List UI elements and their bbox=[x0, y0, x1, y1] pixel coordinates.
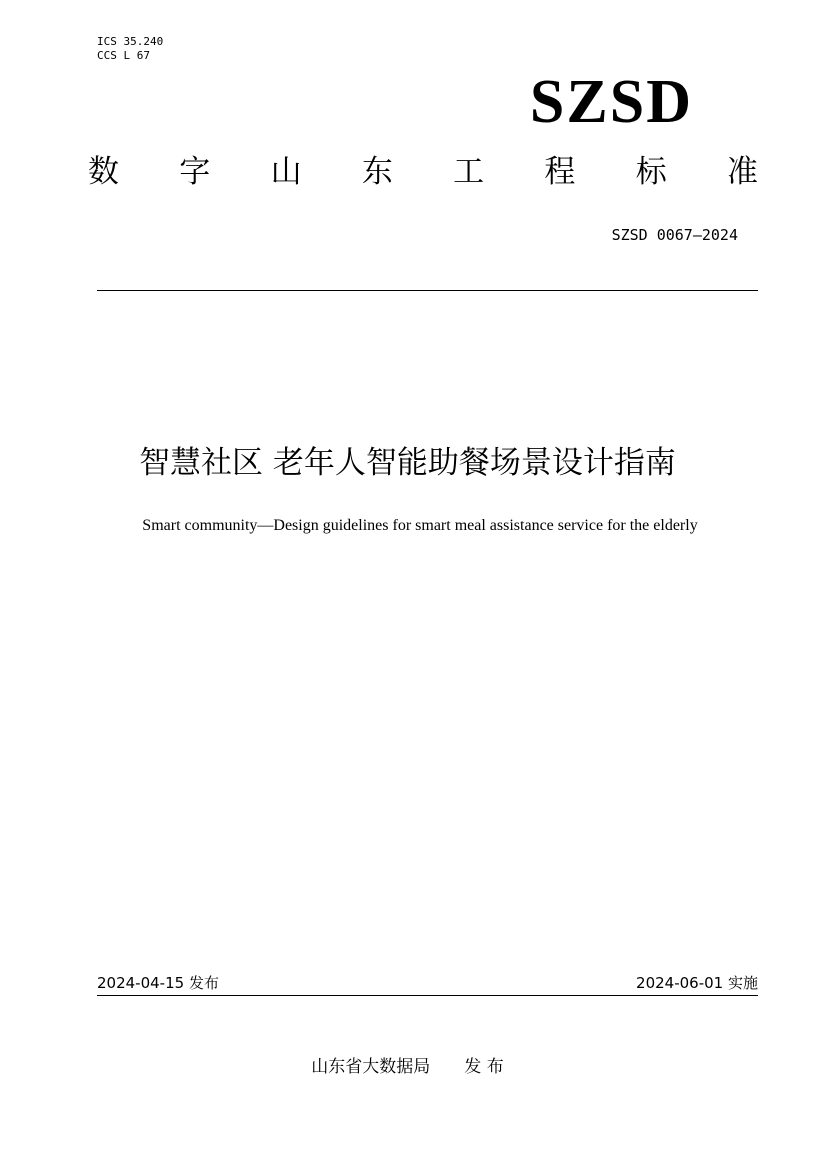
ccs-code: CCS L 67 bbox=[97, 49, 150, 62]
publisher-name: 山东省大数据局 bbox=[311, 1057, 431, 1077]
classification-codes bbox=[97, 35, 163, 63]
standard-series-title bbox=[88, 152, 758, 192]
series-char: 数 bbox=[88, 154, 119, 190]
top-divider bbox=[97, 290, 758, 291]
series-char: 工 bbox=[453, 154, 485, 190]
title-english: Smart community—Design guidelines for smart meal assistance service for the elderly bbox=[142, 517, 698, 534]
series-char: 字 bbox=[179, 154, 211, 190]
szsd-logo: SZSD bbox=[529, 68, 693, 136]
implement-date: 2024-06-01 实施 bbox=[636, 974, 758, 992]
title-chinese: 智慧社区 老年人智能助餐场景设计指南 bbox=[139, 445, 676, 481]
series-char: 东 bbox=[361, 154, 393, 190]
series-char: 标 bbox=[635, 154, 667, 190]
ics-code: ICS 35.240 bbox=[97, 35, 164, 48]
issue-date: 2024-04-15 发布 bbox=[97, 974, 219, 992]
series-char: 准 bbox=[726, 154, 758, 190]
publish-action: 发 布 bbox=[464, 1057, 504, 1077]
bottom-divider bbox=[97, 995, 758, 996]
series-char: 程 bbox=[544, 154, 576, 190]
standard-number: SZSD 0067—2024 bbox=[611, 226, 738, 244]
series-char: 山 bbox=[270, 154, 302, 190]
publisher-line bbox=[0, 1052, 815, 1077]
